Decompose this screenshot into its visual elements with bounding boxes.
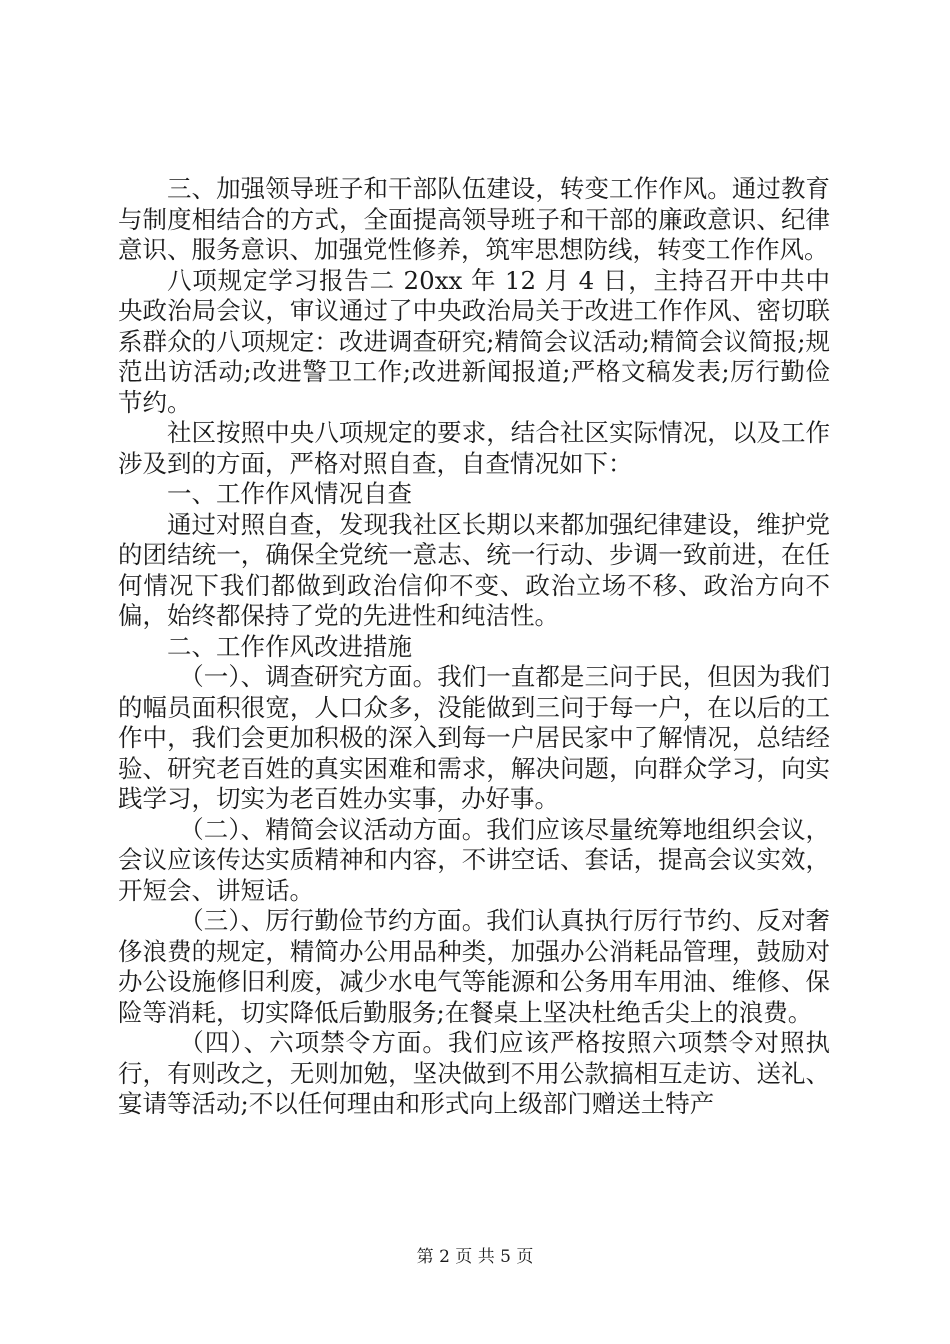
paragraph-community-check: 社区按照中央八项规定的要求，结合社区实际情况，以及工作涉及到的方面，严格对照自查，自查情况如下： [118,418,830,478]
paragraph-measure-one: （一）、调查研究方面。我们一直都是三问于民，但因为我们的幅员面积很宽，人口众多，没能做到三问于每一户，在以后的工作中，我们会更加积极的深入到每一户居民家中了解情况，总结经验、研究老百姓的真实困难和需求，解决问题，向群众学习，向实践学习，切实为老百姓办实事，办好事。 [118,662,830,813]
page-number-footer: 第 2 页 共 5 页 [416,1247,534,1267]
paragraph-self-check-result: 通过对照自查，发现我社区长期以来都加强纪律建设，维护党的团结统一，确保全党统一意志、统一行动、步调一致前进，在任何情况下我们都做到政治信仰不变、政治立场不移、政治方向不偏，始终都保持了党的先进性和纯洁性。 [118,509,830,630]
paragraph-measure-three: （三）、厉行勤俭节约方面。我们认真执行厉行节约、反对奢侈浪费的规定，精简办公用品种类，加强办公消耗品管理，鼓励对办公设施修旧利废，减少水电气等能源和公务用车用油、维修、保险等消耗，切实降低后勤服务;在餐桌上坚决杜绝舌尖上的浪费。 [118,906,830,1027]
document-body [118,174,830,1120]
paragraph-report-intro: 八项规定学习报告二 20xx 年 12 月 4 日，主持召开中共中央政治局会议，审议通过了中央政治局关于改进工作作风、密切联系群众的八项规定：改进调查研究;精简会议活动;精简会议简报;规范出访活动;改进警卫工作;改进新闻报道;严格文稿发表;厉行勤俭节约。 [118,265,830,417]
heading-self-check: 一、工作作风情况自查 [167,479,412,508]
paragraph-section-three: 三、加强领导班子和干部队伍建设，转变工作作风。通过教育与制度相结合的方式，全面提高领导班子和干部的廉政意识、纪律意识、服务意识、加强党性修养，筑牢思想防线，转变工作作风。 [118,174,830,264]
paragraph-measure-four: （四）、六项禁令方面。我们应该严格按照六项禁令对照执行，有则改之，无则加勉，坚决做到不用公款搞相互走访、送礼、宴请等活动;不以任何理由和形式向上级部门赠送土特产 [118,1028,830,1118]
paragraph-measure-two: （二）、精简会议活动方面。我们应该尽量统筹地组织会议，会议应该传达实质精神和内容，不讲空话、套话，提高会议实效，开短会、讲短话。 [118,814,830,905]
heading-improvement-measures: 二、工作作风改进措施 [167,631,412,661]
